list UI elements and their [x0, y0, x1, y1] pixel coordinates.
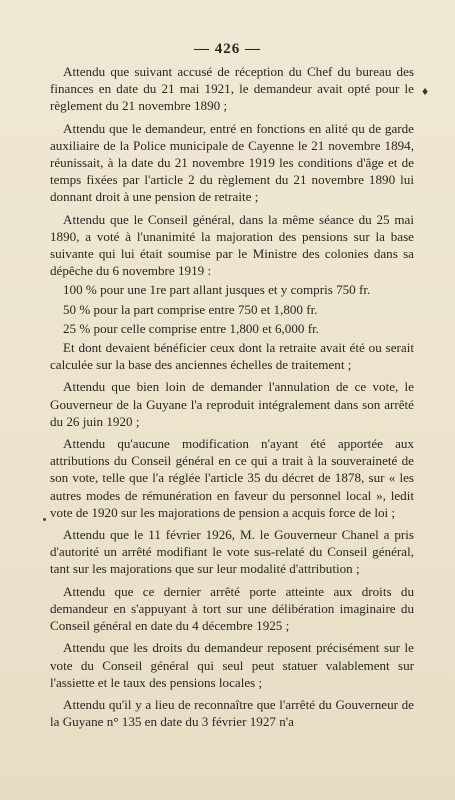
- paragraph: Attendu que ce dernier arrêté porte atteinte aux droits du demandeur en s'appuyant à tort sur une délibération imaginaire du Conseil général en date du 4 décembre 1925 ;: [50, 583, 414, 634]
- paragraph: Attendu que les droits du demandeur reposent précisément sur le vote du Conseil général qui seul peut statuer valablement sur l'assiette et le taux des pensions locales ;: [50, 640, 414, 690]
- edge-mark: [43, 518, 46, 521]
- body-text: [50, 63, 414, 735]
- rate-line: 50 % pour la part comprise entre 750 et 1,800 fr.: [63, 301, 318, 317]
- paragraph: Attendu que le 11 février 1926, M. le Gouverneur Chanel a pris d'autorité un arrêté modifiant le vote sus-relaté du Conseil général, tant sur les majorations que sur leur modalité d'attribution ;: [50, 527, 414, 577]
- paragraph: Attendu que bien loin de demander l'annulation de ce vote, le Gouverneur de la Guyane l'a reproduit intégralement dans son arrêté du 26 juin 1920 ;: [50, 379, 414, 429]
- paragraph: Attendu qu'aucune modification n'ayant été apportée aux attributions du Conseil général en ce qui a trait à la souveraineté de son vote, telle que l'a réglée l'article 35 du décret de 1878, sur « les autres modes de rémunération en faveur du personnel local », ledit vote de 1920 sur les majorations de pension a acquis force de loi ;: [50, 436, 414, 520]
- paragraph: Et dont devaient bénéficier ceux dont la retraite avait été ou serait calculée sur la base des anciennes échelles de traitement ;: [50, 340, 414, 373]
- paragraph: Attendu qu'il y a lieu de reconnaître que l'arrêté du Gouverneur de la Guyane n° 135 en date du 3 février 1927 n'a: [50, 696, 414, 730]
- rate-line: 25 % pour celle comprise entre 1,800 et 6,000 fr.: [63, 320, 319, 336]
- margin-mark: ♦: [422, 84, 429, 98]
- paragraph: Attendu que le Conseil général, dans la même séance du 25 mai 1890, a voté à l'unanimité la majoration des pensions sur la base suivante qui lui était soumise par le Ministre des colonies dans sa dépêche du 6 novembre 1919 :: [50, 211, 414, 279]
- paragraph: Attendu que le demandeur, entré en fonctions en alité qu de garde auxiliaire de la Police municipale de Cayenne le 21 novembre 1894, réunissait, à la date du 21 novembre 1919 les conditions d'âge et de temps fixées par l'article 2 du règlement du 21 novembre 1890 lui donnant droit à une pension de retraite ;: [50, 120, 414, 205]
- paragraph: Attendu que suivant accusé de réception du Chef du bureau des finances en date du 21 mai 1921, le demandeur avait opté pour le règlement du 21 novembre 1890 ;: [50, 64, 414, 114]
- page-number: — 426 —: [194, 41, 261, 57]
- rate-line: 100 % pour une 1re part allant jusques et y compris 750 fr.: [63, 282, 371, 298]
